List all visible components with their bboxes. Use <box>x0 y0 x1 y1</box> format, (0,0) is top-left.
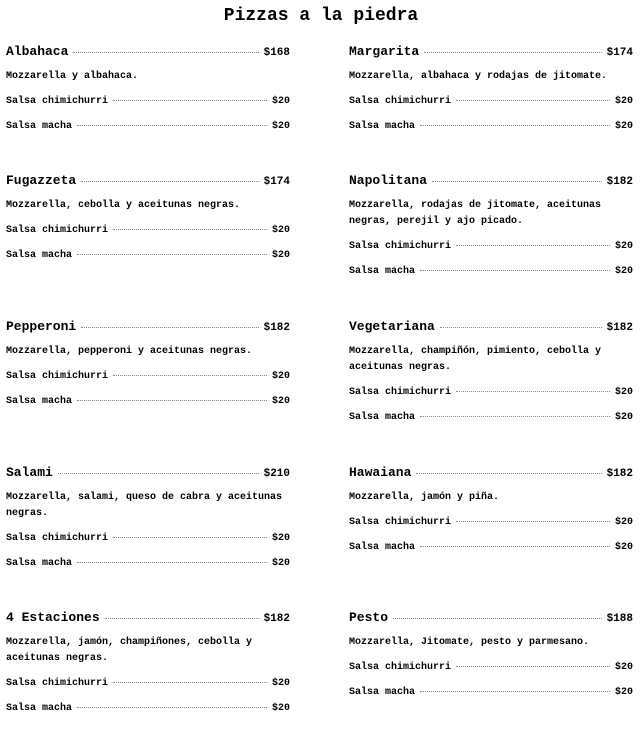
sauce-name: Salsa chimichurri <box>6 533 109 544</box>
dot-leader <box>424 52 601 53</box>
pizza-description: Mozzarella, pepperoni y aceitunas negras. <box>6 346 253 357</box>
pizza-item <box>6 465 290 572</box>
pizza-price: $188 <box>606 613 633 625</box>
sauce-price: $20 <box>614 687 633 698</box>
pizza-item <box>6 44 290 135</box>
sauce-row <box>6 121 290 135</box>
sauce-name: Salsa macha <box>6 703 73 714</box>
pizza-item <box>349 44 633 135</box>
pizza-item <box>6 173 290 264</box>
pizza-title-row <box>6 465 290 483</box>
sauce-price: $20 <box>271 250 290 261</box>
dot-leader <box>77 254 267 255</box>
pizza-item <box>349 173 633 280</box>
sauce-row <box>349 687 633 701</box>
dot-leader <box>81 327 258 328</box>
pizza-name: Fugazzeta <box>6 173 77 188</box>
sauce-row <box>349 387 633 401</box>
sauce-name: Salsa macha <box>6 121 73 132</box>
dot-leader <box>113 537 267 538</box>
pizza-item <box>349 319 633 426</box>
sauce-row <box>349 412 633 426</box>
sauce-row <box>349 96 633 110</box>
dot-leader <box>73 52 258 53</box>
dot-leader <box>456 521 610 522</box>
sauce-name: Salsa macha <box>349 542 416 553</box>
dot-leader <box>456 100 610 101</box>
sauce-row <box>6 250 290 264</box>
dot-leader <box>77 400 267 401</box>
sauce-price: $20 <box>271 678 290 689</box>
sauce-price: $20 <box>614 387 633 398</box>
pizza-name: Vegetariana <box>349 319 435 334</box>
pizza-name: Salami <box>6 465 53 480</box>
pizza-price: $168 <box>263 47 290 59</box>
pizza-description: Mozzarella, cebolla y aceitunas negras. <box>6 200 241 211</box>
sauce-price: $20 <box>271 121 290 132</box>
pizza-title-row <box>6 44 290 62</box>
pizza-title-row <box>6 173 290 191</box>
pizza-description: Mozzarella, salami, queso de cabra y aceitunas negras. <box>6 492 283 519</box>
dot-leader <box>105 618 259 619</box>
pizza-price: $182 <box>606 176 633 188</box>
dot-leader <box>77 707 267 708</box>
pizza-name: Albahaca <box>6 44 69 59</box>
dot-leader <box>420 691 610 692</box>
sauce-name: Salsa macha <box>349 412 416 423</box>
pizza-name: 4 Estaciones <box>6 610 100 625</box>
sauce-price: $20 <box>614 662 633 673</box>
pizza-title-row <box>349 173 633 191</box>
pizza-item <box>349 465 633 556</box>
dot-leader <box>113 229 267 230</box>
dot-leader <box>77 125 267 126</box>
pizza-description: Mozzarella, rodajas de jitomate, aceitunas negras, perejil y ajo picado. <box>349 200 602 227</box>
sauce-name: Salsa macha <box>6 250 73 261</box>
pizza-title-row <box>349 319 633 337</box>
sauce-price: $20 <box>271 703 290 714</box>
dot-leader <box>393 618 602 619</box>
pizza-name: Margarita <box>349 44 420 59</box>
sauce-price: $20 <box>614 241 633 252</box>
sauce-row <box>349 121 633 135</box>
pizza-item <box>6 610 290 717</box>
pizza-title-row <box>349 44 633 62</box>
pizza-name: Napolitana <box>349 173 428 188</box>
pizza-name: Pepperoni <box>6 319 77 334</box>
sauce-name: Salsa chimichurri <box>349 662 452 673</box>
dot-leader <box>456 391 610 392</box>
sauce-name: Salsa macha <box>349 266 416 277</box>
dot-leader <box>113 375 267 376</box>
sauce-price: $20 <box>271 225 290 236</box>
pizza-price: $174 <box>263 176 290 188</box>
sauce-price: $20 <box>614 412 633 423</box>
sauce-price: $20 <box>271 558 290 569</box>
sauce-row <box>6 225 290 239</box>
sauce-name: Salsa chimichurri <box>349 387 452 398</box>
pizza-description: Mozzarella, albahaca y rodajas de jitomate. <box>349 71 608 82</box>
dot-leader <box>420 125 610 126</box>
sauce-price: $20 <box>271 371 290 382</box>
pizza-price: $174 <box>606 47 633 59</box>
sauce-name: Salsa chimichurri <box>6 225 109 236</box>
pizza-description: Mozzarella, jamón y piña. <box>349 492 500 503</box>
dot-leader <box>113 682 267 683</box>
sauce-price: $20 <box>271 96 290 107</box>
dot-leader <box>420 270 610 271</box>
sauce-row <box>6 703 290 717</box>
sauce-name: Salsa macha <box>349 687 416 698</box>
sauce-row <box>6 371 290 385</box>
sauce-price: $20 <box>271 396 290 407</box>
pizza-title-row <box>349 465 633 483</box>
sauce-row <box>6 396 290 410</box>
dot-leader <box>81 181 258 182</box>
pizza-description: Mozzarella y albahaca. <box>6 71 139 82</box>
sauce-row <box>349 517 633 531</box>
sauce-price: $20 <box>614 121 633 132</box>
sauce-row <box>349 662 633 676</box>
sauce-name: Salsa macha <box>349 121 416 132</box>
sauce-row <box>349 241 633 255</box>
dot-leader <box>420 546 610 547</box>
pizza-price: $182 <box>606 468 633 480</box>
pizza-description: Mozzarella, champiñón, pimiento, cebolla y aceitunas negras. <box>349 346 602 373</box>
pizza-price: $182 <box>263 613 290 625</box>
dot-leader <box>77 562 267 563</box>
sauce-name: Salsa chimichurri <box>6 371 109 382</box>
sauce-name: Salsa chimichurri <box>349 241 452 252</box>
pizza-name: Pesto <box>349 610 389 625</box>
dot-leader <box>456 666 610 667</box>
dot-leader <box>420 416 610 417</box>
pizza-name: Hawaiana <box>349 465 412 480</box>
sauce-row <box>6 558 290 572</box>
sauce-price: $20 <box>614 542 633 553</box>
sauce-row <box>349 266 633 280</box>
sauce-price: $20 <box>614 96 633 107</box>
sauce-name: Salsa chimichurri <box>6 96 109 107</box>
pizza-price: $182 <box>263 322 290 334</box>
pizza-description: Mozzarella, jamón, champiñones, cebolla y aceitunas negras. <box>6 637 253 664</box>
dot-leader <box>456 245 610 246</box>
sauce-row <box>349 542 633 556</box>
sauce-price: $20 <box>271 533 290 544</box>
sauce-name: Salsa chimichurri <box>349 96 452 107</box>
sauce-row <box>6 678 290 692</box>
sauce-row <box>6 96 290 110</box>
sauce-name: Salsa chimichurri <box>349 517 452 528</box>
pizza-title-row <box>6 610 290 628</box>
pizza-price: $182 <box>606 322 633 334</box>
pizza-item <box>349 610 633 701</box>
dot-leader <box>432 181 602 182</box>
dot-leader <box>58 473 259 474</box>
sauce-name: Salsa macha <box>6 558 73 569</box>
pizza-price: $210 <box>263 468 290 480</box>
pizza-description: Mozzarella, Jitomate, pesto y parmesano. <box>349 637 590 648</box>
dot-leader <box>113 100 267 101</box>
dot-leader <box>440 327 602 328</box>
sauce-price: $20 <box>614 266 633 277</box>
sauce-name: Salsa chimichurri <box>6 678 109 689</box>
sauce-name: Salsa macha <box>6 396 73 407</box>
pizza-title-row <box>349 610 633 628</box>
pizza-title-row <box>6 319 290 337</box>
pizza-item <box>6 319 290 410</box>
sauce-price: $20 <box>614 517 633 528</box>
page-title: Pizzas a la piedra <box>223 6 419 26</box>
sauce-row <box>6 533 290 547</box>
dot-leader <box>416 473 601 474</box>
